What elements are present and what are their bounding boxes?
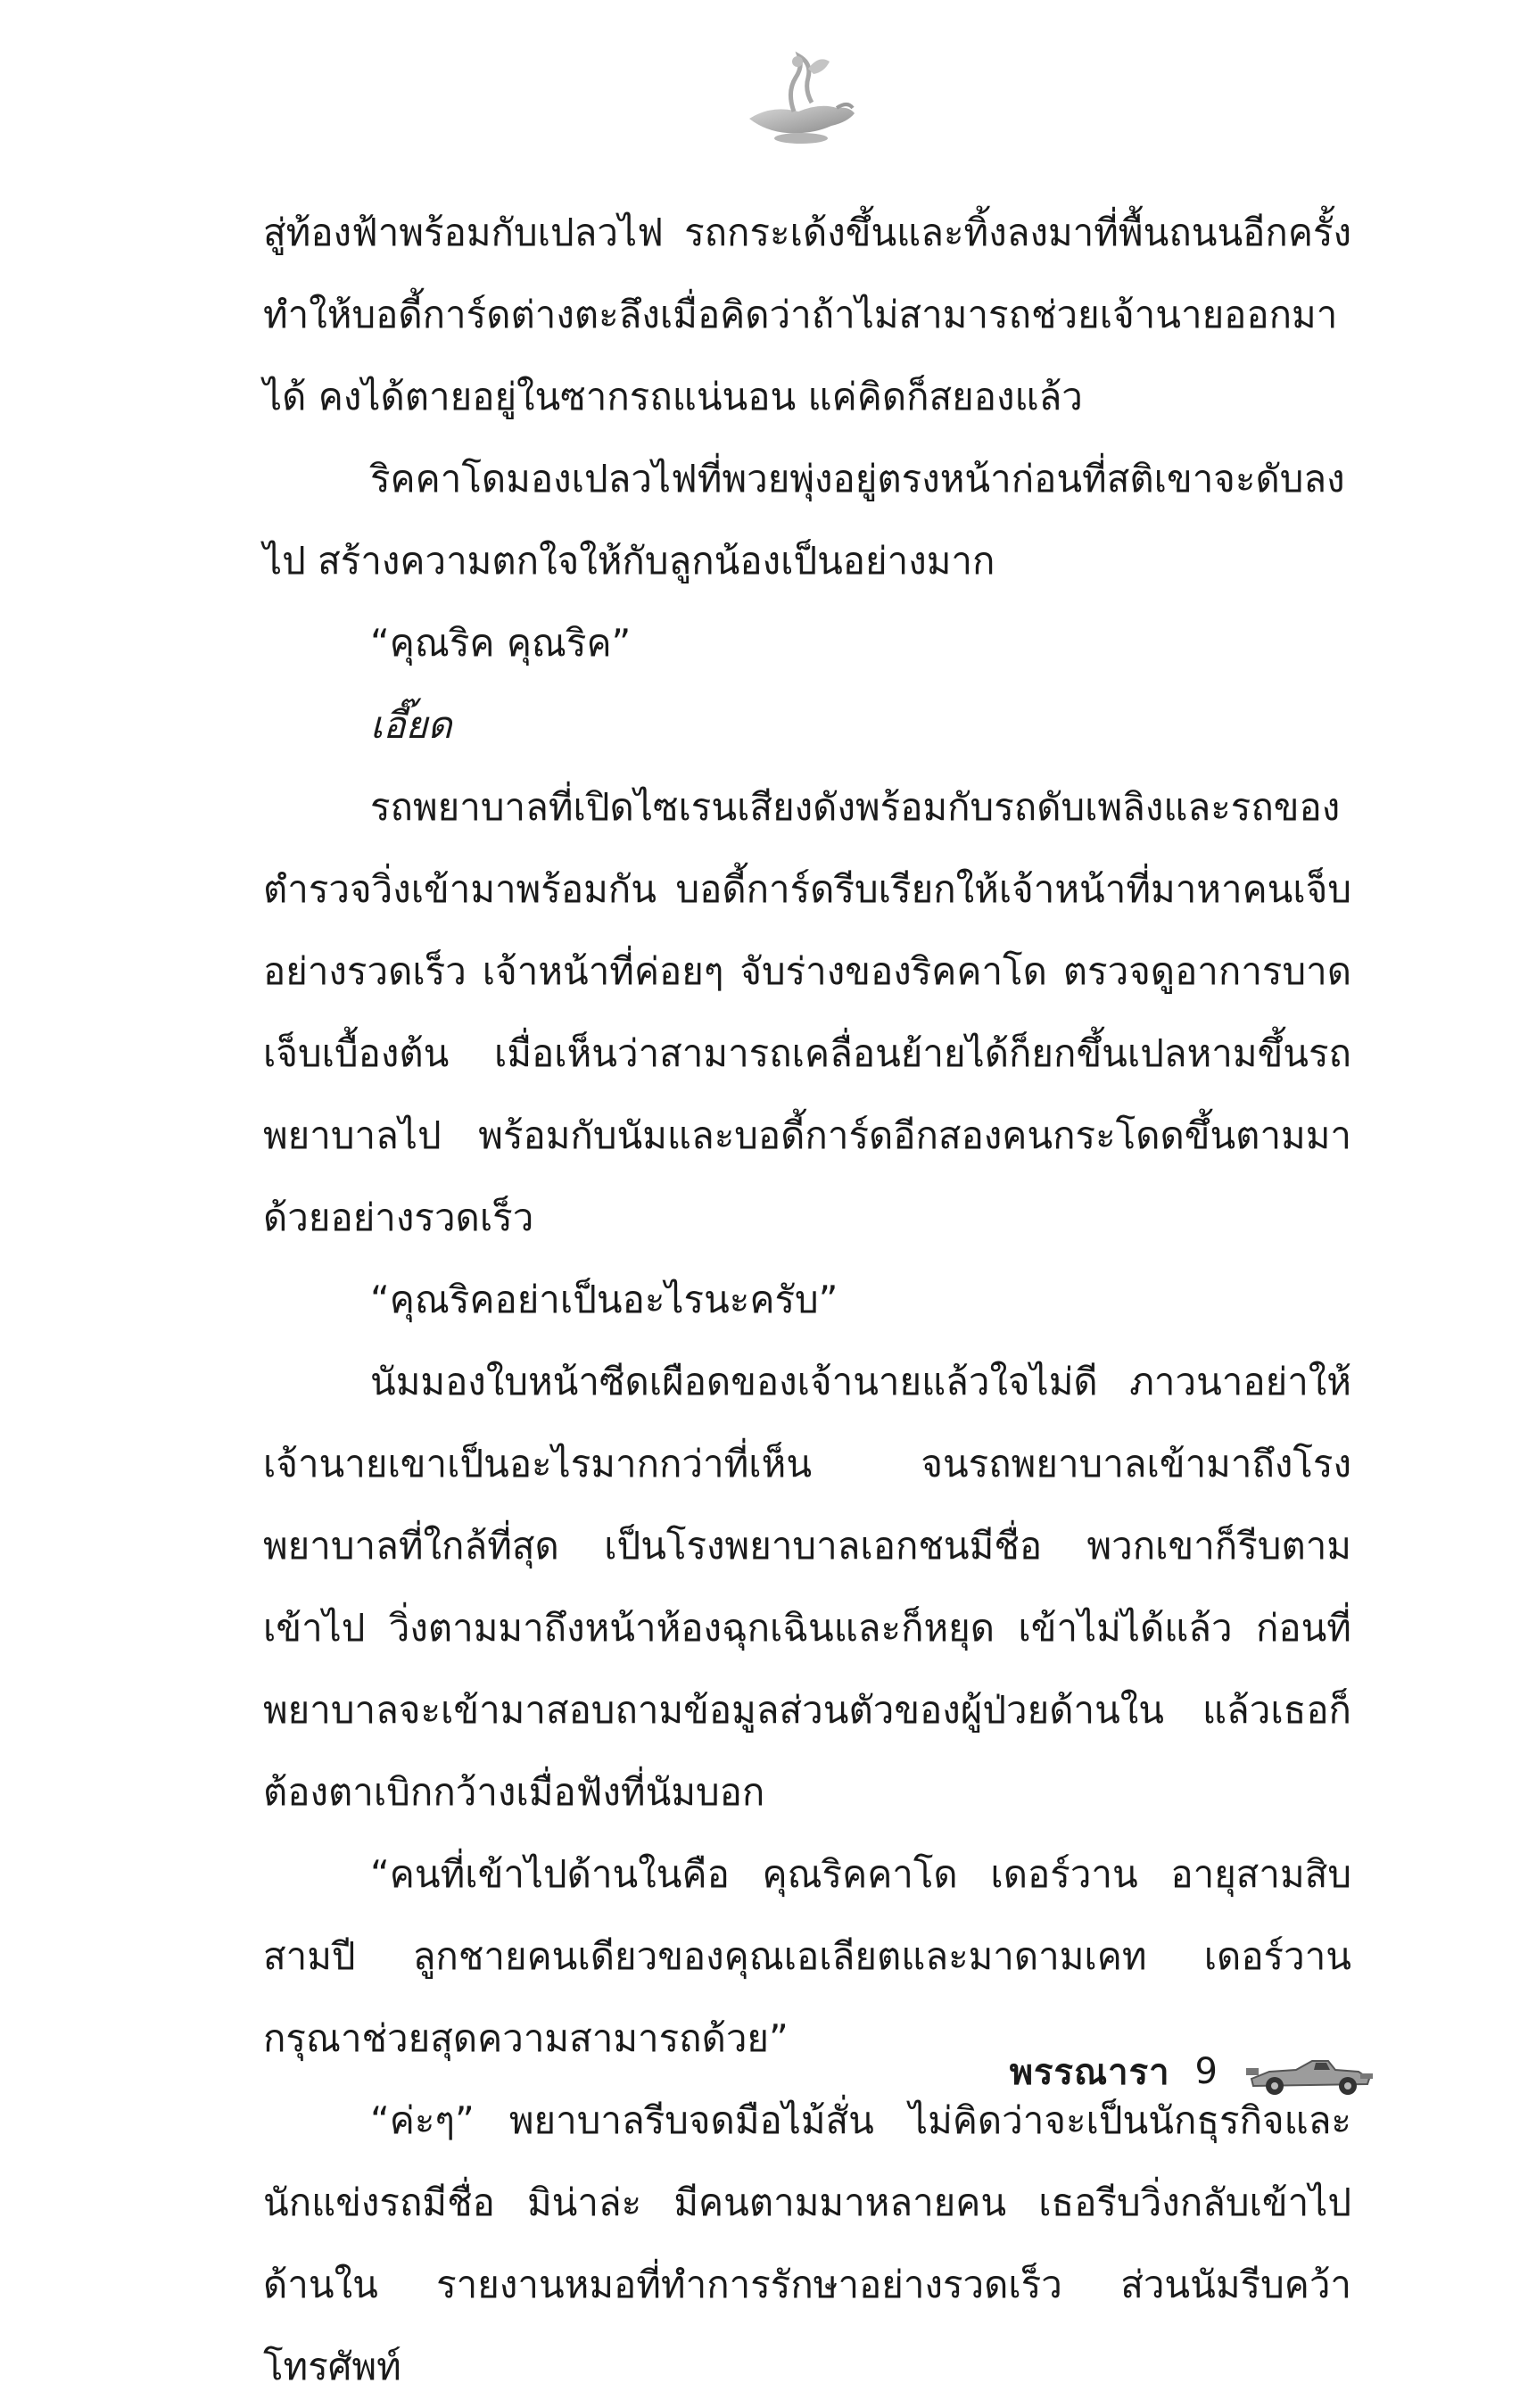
paragraph: “คนที่เข้าไปด้านในคือ คุณริคคาโด เดอร์วาน อายุสามสิบสามปี ลูกชายคนเดียวของคุณเอเลียตและมาดามเคท เดอร์วาน กรุณาช่วยสุดความสามารถด้วย”: [263, 1852, 1351, 2060]
race-car-icon: [1243, 2045, 1376, 2098]
paragraph: รถพยาบาลที่เปิดไซเรนเสียงดังพร้อมกับรถดับเพลิงและรถของตำรวจวิ่งเข้ามาพร้อมกัน บอดี้การ์ดรีบเรียกให้เจ้าหน้าที่มาหาคนเจ็บอย่างรวดเร็ว เจ้าหน้าที่ค่อยๆ จับร่างของริคคาโด ตรวจดูอาการบาดเจ็บเบื้องต้น เมื่อเห็นว่าสามารถเคลื่อนย้ายได้ก็ยกขึ้นเปลหามขึ้นรถพยาบาลไป พร้อมกับนัมและบอดี้การ์ดอีกสองคนกระโดดขึ้นตามมาด้วยอย่างรวดเร็ว: [263, 785, 1351, 1239]
paragraph: ริคคาโดมองเปลวไฟที่พวยพุ่งอยู่ตรงหน้าก่อนที่สติเขาจะดับลงไป สร้างความตกใจให้กับลูกน้องเป็นอย่างมาก: [263, 457, 1345, 583]
page-footer: [1010, 2043, 1376, 2100]
book-title: พรรณารา: [1009, 2052, 1170, 2093]
paragraph: “คุณริคอย่าเป็นอะไรนะครับ”: [370, 1278, 838, 1321]
paragraph: “ค่ะๆ” พยาบาลรีบจดมือไม้สั่น ไม่คิดว่าจะเป็นนักธุรกิจและนักแข่งรถมีชื่อ มิน่าล่ะ มีคนตามมาหลายคน เธอรีบวิ่งกลับเข้าไปด้านใน รายงานหมอที่ทำการรักษาอย่างรวดเร็ว ส่วนนัมรีบคว้าโทรศัพท์: [263, 2098, 1351, 2388]
paragraph: สู่ท้องฟ้าพร้อมกับเปลวไฟ รถกระเด้งขึ้นและทิ้งลงมาที่พื้นถนนอีกครั้ง ทำให้บอดี้การ์ดต่างตะลึงเมื่อคิดว่าถ้าไม่สามารถช่วยเจ้านายออกมาได้ คงได้ตายอยู่ในซากรถแน่นอน แค่คิดก็สยองแล้ว: [263, 211, 1351, 418]
paragraph-sound-effect: เอี๊ยด: [370, 703, 452, 747]
paragraph: “คุณริค คุณริค”: [370, 621, 632, 665]
paragraph: นัมมองใบหน้าซีดเผือดของเจ้านายแล้วใจไม่ดี ภาวนาอย่าให้เจ้านายเขาเป็นอะไรมากกว่าที่เห็น จนรถพยาบาลเข้ามาถึงโรงพยาบาลที่ใกล้ที่สุด เป็นโรงพยาบาลเอกชนมีชื่อ พวกเขาก็รีบตามเข้าไป วิ่งตามมาถึงหน้าห้องฉุกเฉินและก็หยุด เข้าไม่ได้แล้ว ก่อนที่พยาบาลจะเข้ามาสอบถามข้อมูลส่วนตัวของผู้ป่วยด้านใน แล้วเธอก็ต้องตาเบิกกว้างเมื่อฟังที่นัมบอก: [263, 1360, 1351, 1814]
lamp-emblem-icon: [731, 49, 865, 147]
page-number: 9: [1194, 2051, 1218, 2092]
